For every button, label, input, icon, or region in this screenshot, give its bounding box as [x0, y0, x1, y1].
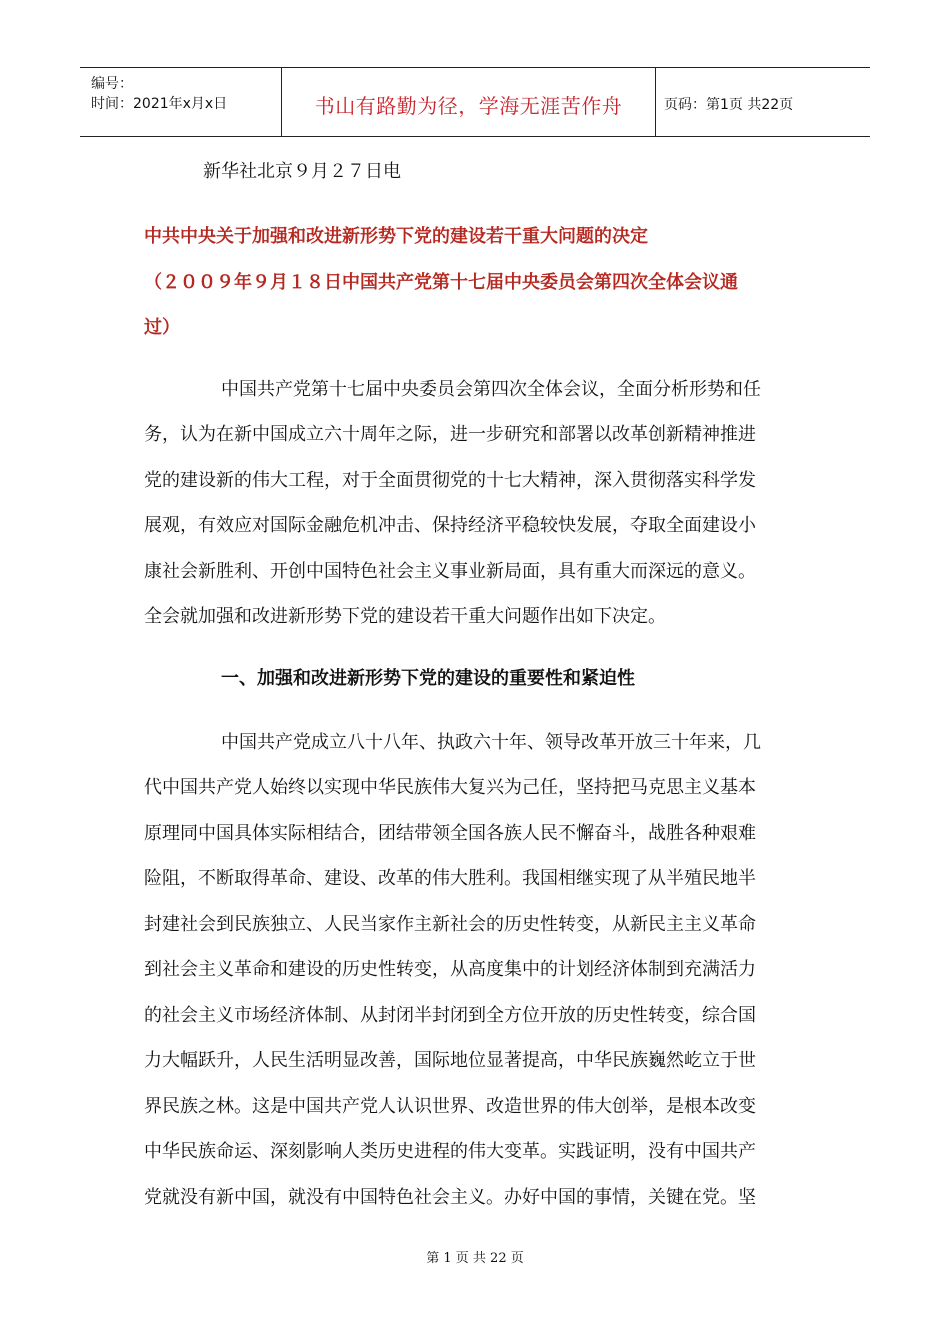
date-label: 时间：2021年x月x日 — [91, 96, 228, 112]
paragraph-line: 界民族之林。这是中国共产党人认识世界、改造世界的伟大创举，是根本改变 — [144, 1096, 756, 1117]
document-title: 中共中央关于加强和改进新形势下党的建设若干重大问题的决定 — [144, 226, 648, 247]
paragraph-line: 的社会主义市场经济体制、从封闭半封闭到全方位开放的历史性转变，综合国 — [144, 1005, 756, 1026]
header-page-cell — [656, 68, 870, 136]
page-number-label: 页码：第1页 共22页 — [664, 97, 794, 113]
paragraph-line: 中华民族命运、深刻影响人类历史进程的伟大变革。实践证明，没有中国共产 — [144, 1141, 756, 1162]
paragraph-line: 到社会主义革命和建设的历史性转变，从高度集中的计划经济体制到充满活力 — [144, 959, 756, 980]
paragraph-line: 原理同中国具体实际相结合，团结带领全国各族人民不懈奋斗，战胜各种艰难 — [144, 823, 756, 844]
section-heading: 一、加强和改进新形势下党的建设的重要性和紧迫性 — [221, 668, 635, 689]
header-info-cell — [80, 68, 282, 136]
paragraph-line: 全会就加强和改进新形势下党的建设若干重大问题作出如下决定。 — [144, 606, 666, 627]
paragraph-line: 务，认为在新中国成立六十周年之际，进一步研究和部署以改革创新精神推进 — [144, 424, 756, 445]
paragraph-line: 中国共产党第十七届中央委员会第四次全体会议，全面分析形势和任 — [221, 379, 761, 400]
number-label: 编号： — [91, 76, 133, 92]
page-footer: 第 1 页 共 22 页 — [426, 1251, 524, 1266]
header-motto-cell — [282, 68, 656, 136]
paragraph-line: 险阻，不断取得革命、建设、改革的伟大胜利。我国相继实现了从半殖民地半 — [144, 868, 756, 889]
paragraph-line: 封建社会到民族独立、人民当家作主新社会的历史性转变，从新民主主义革命 — [144, 914, 756, 935]
paragraph-line: 力大幅跃升，人民生活明显改善，国际地位显著提高，中华民族巍然屹立于世 — [144, 1050, 756, 1071]
paragraph-line: 康社会新胜利、开创中国特色社会主义事业新局面，具有重大而深远的意义。 — [144, 561, 756, 582]
paragraph-line: 代中国共产党人始终以实现中华民族伟大复兴为己任，坚持把马克思主义基本 — [144, 777, 756, 798]
header-table — [80, 67, 870, 137]
paragraph-line: 展观，有效应对国际金融危机冲击、保持经济平稳较快发展，夺取全面建设小 — [144, 515, 756, 536]
paragraph-line: 党的建设新的伟大工程，对于全面贯彻党的十七大精神，深入贯彻落实科学发 — [144, 470, 756, 491]
document-subtitle-line2: 过） — [144, 317, 180, 338]
paragraph-line: 中国共产党成立八十八年、执政六十年、领导改革开放三十年来，几 — [221, 732, 761, 753]
motto-text: 书山有路勤为径，学海无涯苦作舟 — [314, 94, 623, 118]
dateline: 新华社北京９月２７日电 — [203, 161, 401, 182]
document-subtitle-line1: （２００９年９月１８日中国共产党第十七届中央委员会第四次全体会议通 — [144, 272, 738, 293]
paragraph-line: 党就没有新中国，就没有中国特色社会主义。办好中国的事情，关键在党。坚 — [144, 1187, 756, 1208]
